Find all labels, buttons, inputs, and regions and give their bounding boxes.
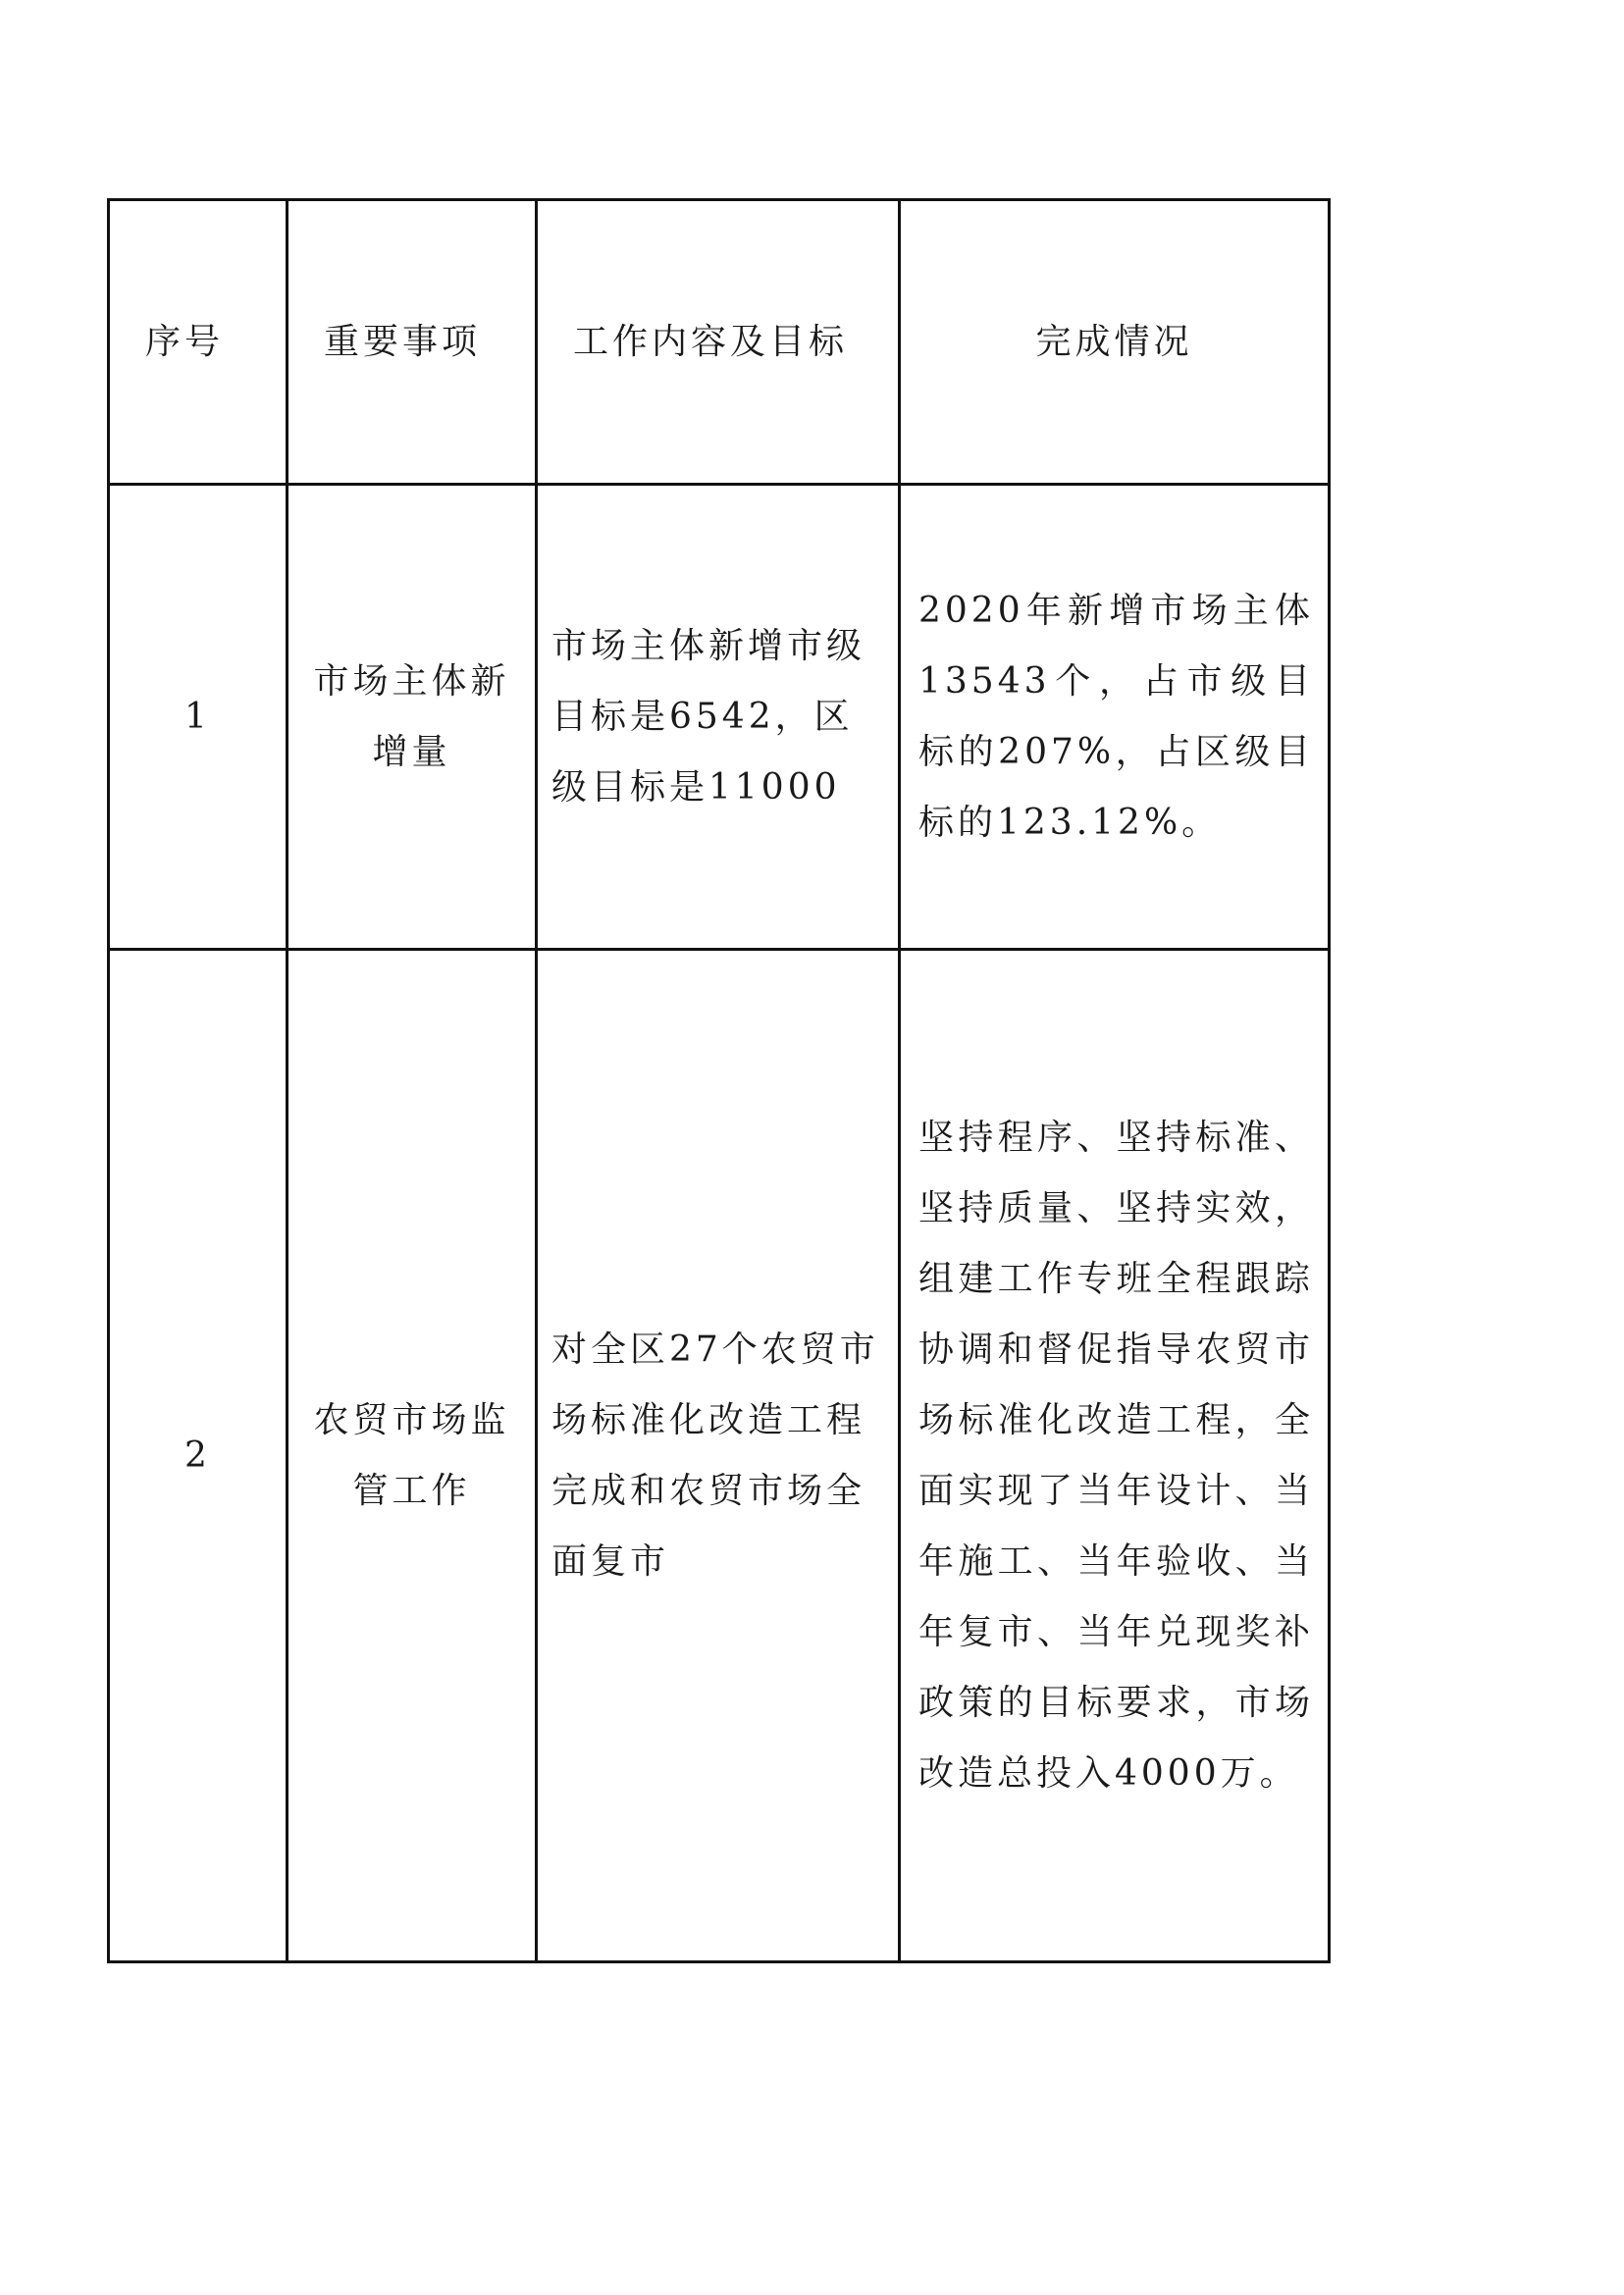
work-summary-table [107, 198, 1331, 1963]
table-header-row [109, 200, 1330, 485]
header-seq: 序号 [109, 200, 288, 485]
header-item: 重要事项 [288, 200, 537, 485]
cell-seq: 2 [109, 950, 288, 1962]
header-content: 工作内容及目标 [537, 200, 900, 485]
cell-content: 对全区27个农贸市场标准化改造工程完成和农贸市场全面复市 [537, 950, 900, 1962]
cell-content: 市场主体新增市级目标是6542，区级目标是11000 [537, 485, 900, 950]
table-row [109, 950, 1330, 1962]
table-row [109, 485, 1330, 950]
cell-seq: 1 [109, 485, 288, 950]
header-status: 完成情况 [900, 200, 1330, 485]
cell-item: 农贸市场监管工作 [288, 950, 537, 1962]
cell-status: 坚持程序、坚持标准、坚持质量、坚持实效，组建工作专班全程跟踪协调和督促指导农贸市场标准化改造工程，全面实现了当年设计、当年施工、当年验收、当年复市、当年兑现奖补政策的目标要求，市场改造总投入4000万。 [900, 950, 1330, 1962]
cell-status: 2020年新增市场主体13543个，占市级目标的207%，占区级目标的123.12%。 [900, 485, 1330, 950]
cell-item: 市场主体新增量 [288, 485, 537, 950]
